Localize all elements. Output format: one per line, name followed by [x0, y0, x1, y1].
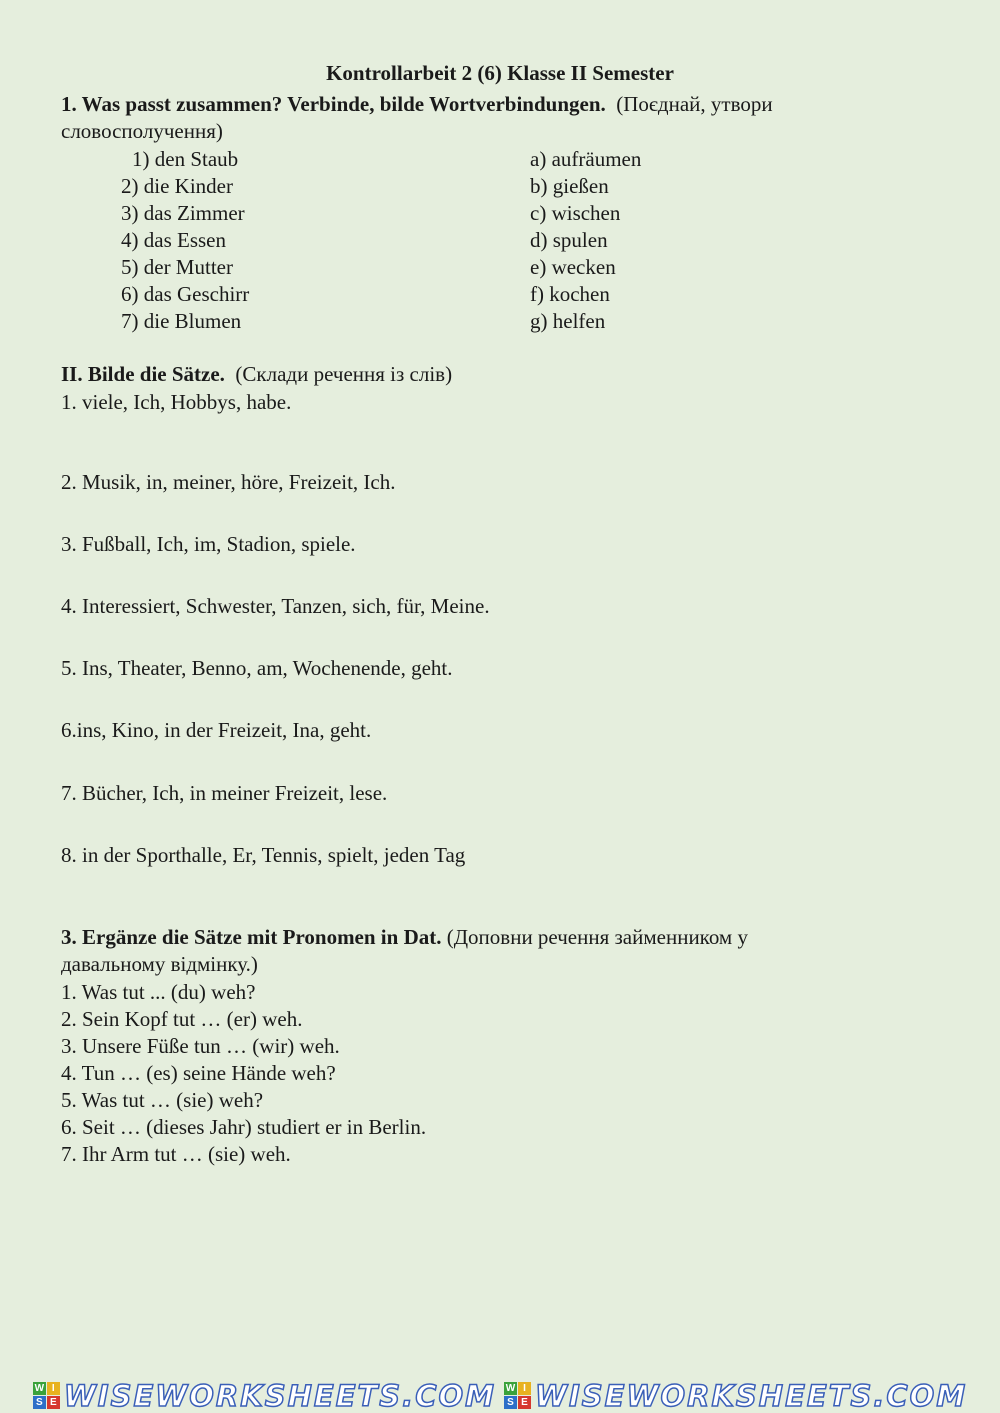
logo-icon: W I S E [504, 1382, 531, 1409]
pronoun-item: 3. Unsere Füße tun … (wir) weh. [61, 1034, 340, 1058]
logo-text: WISEWORKSHEETS.COM [63, 1378, 496, 1413]
match-left-item: 6) das Geschirr [121, 282, 250, 306]
sentence-item: 7. Bücher, Ich, in meiner Freizeit, lese. [61, 781, 388, 805]
logo-icon: W I S E [33, 1382, 60, 1409]
footer-watermark [0, 1378, 1000, 1413]
task2-heading [61, 362, 452, 387]
task1-heading [61, 92, 773, 117]
task2-heading-translation: (Склади речення із слів) [235, 362, 453, 386]
match-right-item: b) gießen [530, 174, 609, 198]
sentence-item: 8. in der Sporthalle, Er, Tennis, spielt, jeden Tag [61, 843, 466, 867]
task3-heading-translation-cont: давальному відмінку.) [61, 952, 258, 976]
match-right-item: f) kochen [530, 282, 610, 306]
match-right-item: a) aufräumen [530, 147, 642, 171]
task3-heading [61, 925, 748, 950]
pronoun-item: 1. Was tut ... (du) weh? [61, 980, 256, 1004]
match-left-item: 7) die Blumen [121, 309, 242, 333]
pronoun-item: 4. Tun … (es) seine Hände weh? [61, 1061, 336, 1085]
match-left-item: 5) der Mutter [121, 255, 233, 279]
task2-heading-bold: II. Bilde die Sätze. [61, 362, 225, 386]
sentence-item: 5. Ins, Theater, Benno, am, Wochenende, geht. [61, 656, 453, 680]
logo-text: WISEWORKSHEETS.COM [535, 1378, 968, 1413]
match-right-item: e) wecken [530, 255, 616, 279]
task3-items [61, 979, 426, 1168]
sentence-item: 4. Interessiert, Schwester, Tanzen, sich, für, Meine. [61, 594, 490, 618]
match-left-item: 1) den Staub [132, 147, 239, 171]
page-title: Kontrollarbeit 2 (6) Klasse II Semester [326, 61, 674, 85]
task1-heading-bold: 1. Was passt zusammen? Verbinde, bilde Wortverbindungen. [61, 92, 606, 116]
logo[interactable] [504, 1379, 967, 1413]
sentence-item: 6.ins, Kino, in der Freizeit, Ina, geht. [61, 718, 372, 742]
task1-right-column [530, 146, 641, 335]
sentence-item: 3. Fußball, Ich, im, Stadion, spiele. [61, 532, 356, 556]
task1-heading-translation-cont: словосполучення) [61, 119, 223, 143]
match-left-item: 3) das Zimmer [121, 201, 245, 225]
pronoun-item: 7. Ihr Arm tut … (sie) weh. [61, 1142, 291, 1166]
pronoun-item: 2. Sein Kopf tut … (er) weh. [61, 1007, 303, 1031]
task3-heading-bold: 3. Ergänze die Sätze mit Pronomen in Dat. [61, 925, 442, 949]
pronoun-item: 6. Seit … (dieses Jahr) studiert er in Berlin. [61, 1115, 427, 1139]
task3-heading-translation: (Доповни речення займенником у [446, 925, 748, 949]
sentence-item: 1. viele, Ich, Hobbys, habe. [61, 390, 292, 414]
match-right-item: d) spulen [530, 228, 608, 252]
pronoun-item: 5. Was tut … (sie) weh? [61, 1088, 264, 1112]
match-left-item: 4) das Essen [121, 228, 226, 252]
task1-heading-translation: (Поєднай, утвори [616, 92, 773, 116]
logo[interactable] [33, 1379, 496, 1413]
sentence-item: 2. Musik, in, meiner, höre, Freizeit, Ich. [61, 470, 396, 494]
task1-left-column [121, 146, 249, 335]
match-right-item: g) helfen [530, 309, 606, 333]
match-left-item: 2) die Kinder [121, 174, 233, 198]
match-right-item: c) wischen [530, 201, 621, 225]
